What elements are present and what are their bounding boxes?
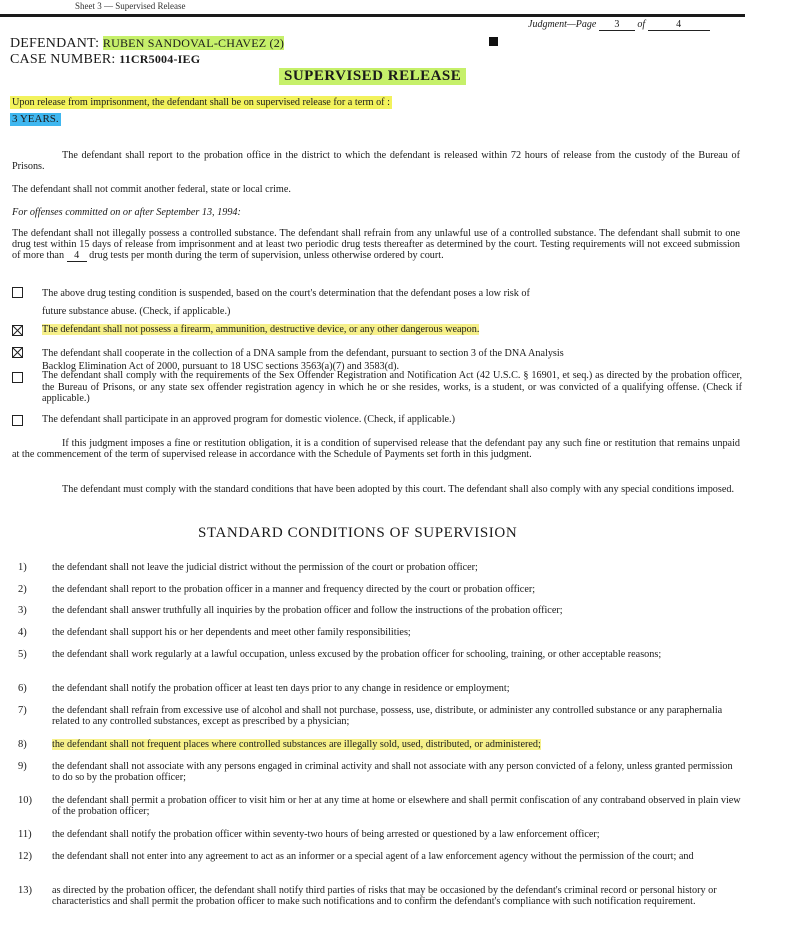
release-term-value: 3 YEARS. (12, 113, 59, 125)
checkbox-dna-line2: Backlog Elimination Act of 2000, pursuant to 18 USC sections 3563(a)(7) and 3583(d). (42, 361, 400, 372)
condition-text: the defendant shall notify the probation officer within seventy-two hours of being arrested or questioned by a law enforcement officer; (52, 829, 600, 840)
condition-8-highlight: the defendant shall not frequent places where controlled substances are illegally sold, used, distributed, or administered; (52, 739, 541, 750)
sheet-label: Sheet 3 — Supervised Release (75, 1, 186, 11)
defendant-label: DEFENDANT: (10, 36, 100, 51)
condition-number: 1) (18, 562, 27, 573)
page-number: 3 (599, 19, 635, 31)
condition-number: 7) (18, 705, 27, 716)
condition-text: the defendant shall not associate with any persons engaged in criminal activity and shall not associate with any person convicted of a felony, unless granted permission to do so by the probation officer; (52, 761, 733, 783)
drug-testing-paragraph (12, 228, 740, 262)
fine-restitution-paragraph: If this judgment imposes a fine or restitution obligation, it is a condition of supervised release that the defendant pay any such fine or restitution that remains unpaid at the commencement of the term of supervised release in accordance with the Schedule of Payments set forth in this judgment. (12, 438, 740, 460)
condition-text: the defendant shall support his or her dependents and meet other family responsibilities; (52, 627, 411, 638)
condition-number: 2) (18, 584, 27, 595)
defendant-name: RUBEN SANDOVAL-CHAVEZ (2) (102, 36, 285, 50)
no-crime-paragraph: The defendant shall not commit another federal, state or local crime. (12, 184, 291, 195)
drug-test-count: 4 (67, 250, 87, 262)
condition-number: 6) (18, 683, 27, 694)
checkbox-drug-suspended-line2: future substance abuse. (Check, if applicable.) (42, 306, 231, 317)
condition-number: 9) (18, 761, 27, 772)
judgment-page-indicator (528, 19, 710, 31)
condition-number: 5) (18, 649, 27, 660)
checkbox-firearm[interactable] (12, 325, 23, 336)
checkbox-sex-offender[interactable] (12, 372, 23, 383)
judgment-page-label: Judgment—Page (528, 19, 597, 30)
checkbox-domestic-violence-text: The defendant shall participate in an approved program for domestic violence. (Check, if applicable.) (42, 414, 455, 425)
condition-text: the defendant shall notify the probation officer at least ten days prior to any change in residence or employment; (52, 683, 510, 694)
condition-number: 12) (18, 851, 32, 862)
condition-text: as directed by the probation officer, the defendant shall notify third parties of risks that may be occasioned by the defendant's criminal record or personal history or characteristics and shall permit the probation officer to make such notifications and to confirm the defendant's compliance with such notification requirement. (52, 885, 717, 907)
drug-testing-text-b: drug tests per month during the term of supervision, unless otherwise ordered by court. (89, 250, 444, 261)
case-number: 11CR5004-IEG (119, 52, 201, 66)
header-rule (0, 14, 745, 17)
condition-text: the defendant shall not enter into any agreement to act as an informer or a special agent of a law enforcement agency without the permission of the court; and (52, 851, 694, 862)
page-total: 4 (648, 19, 710, 31)
checkbox-drug-suspended[interactable] (12, 287, 23, 298)
condition-text: the defendant shall answer truthfully all inquiries by the probation officer and follow the instructions of the probation officer; (52, 605, 563, 616)
checkbox-firearm-line1: The defendant shall not possess a firearm, ammunition, destructive device, or any other dangerous weapon. (42, 324, 480, 335)
condition-text: the defendant shall refrain from excessive use of alcohol and shall not purchase, possess, use, distribute, or administer any controlled substance or any paraphernalia related to any controlled substances, except as prescribed by a physician; (52, 705, 723, 727)
condition-number: 8) (18, 739, 27, 750)
release-term-text: Upon release from imprisonment, the defendant shall be on supervised release for a term of : (12, 97, 390, 108)
standard-conditions-paragraph: The defendant must comply with the standard conditions that have been adopted by this court. The defendant shall also comply with any special conditions imposed. (62, 484, 735, 495)
condition-number: 13) (18, 885, 32, 896)
condition-text: the defendant shall not leave the judicial district without the permission of the court or probation officer; (52, 562, 478, 573)
report-paragraph: The defendant shall report to the probation office in the district to which the defendant is released within 72 hours of release from the custody of the Bureau of Prisons. (12, 150, 740, 172)
condition-number: 10) (18, 795, 32, 806)
checkbox-dna-line1: The defendant shall cooperate in the collection of a DNA sample from the defendant, pursuant to section 3 of the DNA Analysis (42, 348, 564, 359)
condition-number: 11) (18, 829, 32, 840)
checkbox-drug-suspended-line1: The above drug testing condition is suspended, based on the court's determination that the defendant poses a low risk of (42, 288, 530, 299)
offenses-date-paragraph: For offenses committed on or after September 13, 1994: (12, 207, 241, 218)
condition-text: the defendant shall report to the probation officer in a manner and frequency directed by the court or probation officer; (52, 584, 536, 595)
checkbox-dna[interactable] (12, 347, 23, 358)
black-square-mark (489, 37, 498, 46)
checkbox-firearm-text (42, 324, 479, 335)
standard-conditions-title: STANDARD CONDITIONS OF SUPERVISION (198, 525, 518, 541)
checkbox-drug-suspended-text (42, 285, 742, 321)
drug-testing-text-a: The defendant shall not illegally possess a controlled substance. The defendant shall refrain from any unlawful use of a controlled substance. The defendant shall submit to one drug test within 15 days of release from imprisonment and at least two periodic drug tests thereafter as determined by the court. Testing requirements will not exceed submission of more than (12, 228, 740, 261)
condition-number: 3) (18, 605, 27, 616)
defendant-line (10, 36, 284, 52)
checkbox-domestic-violence[interactable] (12, 415, 23, 426)
condition-text: the defendant shall work regularly at a lawful occupation, unless excused by the probation officer for schooling, training, or other acceptable reasons; (52, 649, 662, 660)
of-label: of (637, 19, 646, 30)
case-number-label: CASE NUMBER: (10, 52, 116, 67)
section-title: SUPERVISED RELEASE (279, 68, 466, 85)
checkbox-dna-text (42, 345, 742, 372)
condition-text (52, 739, 742, 750)
condition-text: the defendant shall permit a probation officer to visit him or her at any time at home or elsewhere and shall permit confiscation of any contraband observed in plain view of the probation officer; (52, 795, 741, 817)
condition-number: 4) (18, 627, 27, 638)
checkbox-sex-offender-text: The defendant shall comply with the requirements of the Sex Offender Registration and Notification Act (42 U.S.C. § 16901, et seq.) as directed by the probation officer, the Bureau of Prisons, or any state sex offender registration agency in which he or she resides, works, is a student, or was convicted of a qualifying offense. (Check if applicable.) (42, 370, 742, 404)
case-number-line (10, 52, 200, 68)
